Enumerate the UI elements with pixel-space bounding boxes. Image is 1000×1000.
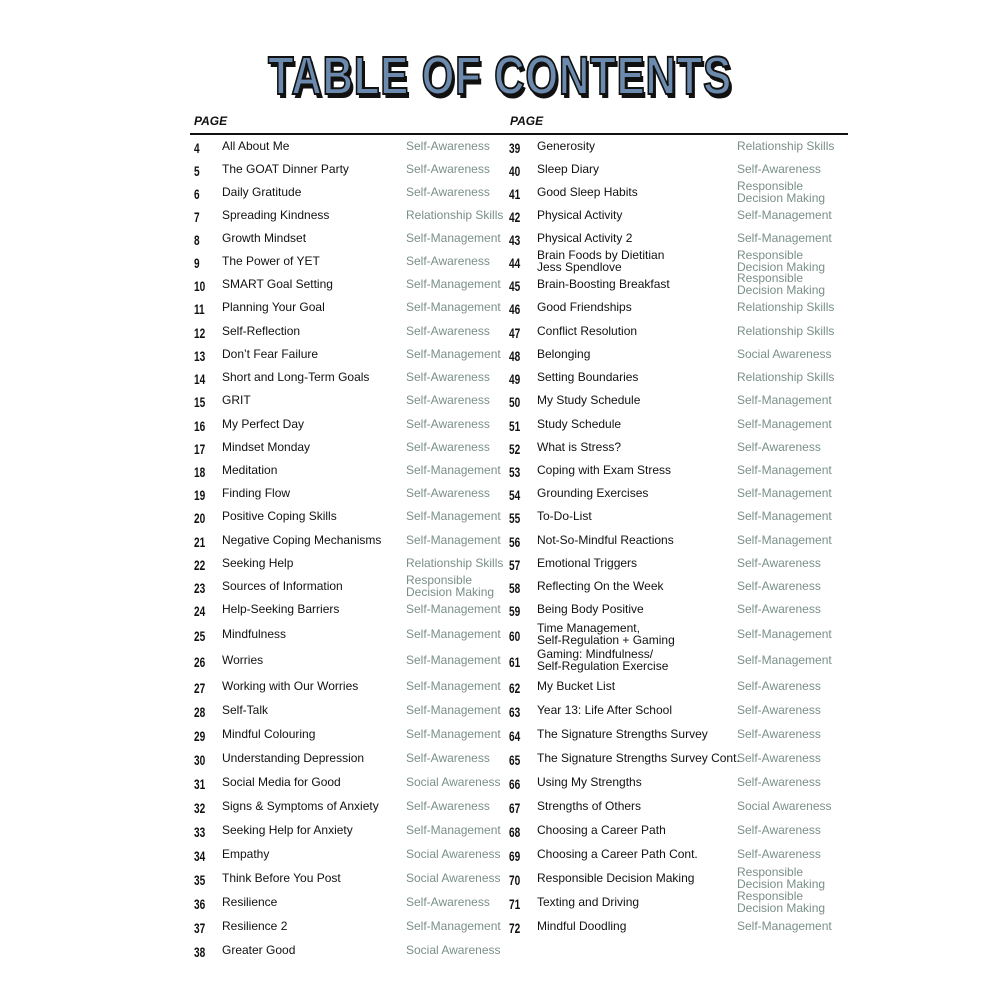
- toc-entry-category: Self-Awareness: [737, 556, 821, 570]
- toc-page-number: 48: [509, 348, 521, 364]
- toc-page-number: 5: [194, 163, 200, 179]
- toc-page-number: 10: [194, 278, 206, 294]
- toc-entry: [509, 179, 844, 205]
- toc-entry-category: Responsible Decision Making: [737, 889, 826, 915]
- toc-page-number: 9: [194, 255, 200, 271]
- toc-page-number: 15: [194, 394, 206, 410]
- toc-entry: [194, 942, 504, 962]
- toc-entry: [194, 894, 504, 914]
- toc-entry-category: Self-Management: [406, 602, 501, 616]
- toc-entry-title: Reflecting On the Week: [537, 579, 664, 593]
- toc-page-number: 71: [509, 896, 521, 912]
- toc-page-number: 54: [509, 487, 521, 503]
- toc-entry-category: Self-Management: [737, 463, 832, 477]
- toc-entry-category: Self-Awareness: [737, 602, 821, 616]
- toc-entry-category: Self-Management: [406, 919, 501, 933]
- toc-page-number: 35: [194, 872, 206, 888]
- toc-entry: [194, 392, 504, 412]
- toc-entry-title: Choosing a Career Path Cont.: [537, 847, 698, 861]
- toc-entry-title: Responsible Decision Making: [537, 871, 695, 885]
- toc-entry-title: Mindset Monday: [222, 440, 311, 454]
- toc-page-number: 45: [509, 278, 521, 294]
- toc-entry-category: Self-Awareness: [406, 185, 490, 199]
- toc-entry-title: Brain Foods by Dietitian Jess Spendlove: [537, 248, 665, 274]
- toc-entry: [194, 798, 504, 818]
- toc-page-number: 24: [194, 603, 206, 619]
- toc-entry-category: Social Awareness: [406, 775, 501, 789]
- toc-entry-title: Meditation: [222, 463, 278, 477]
- toc-entry: [509, 555, 844, 575]
- toc-entry-title: Resilience: [222, 895, 278, 909]
- toc-entry: [509, 271, 844, 297]
- toc-page-number: 42: [509, 209, 521, 225]
- toc-entry-title: Short and Long-Term Goals: [222, 370, 370, 384]
- toc-entry-title: My Perfect Day: [222, 417, 305, 431]
- toc-entry: [194, 601, 504, 621]
- toc-entry-title: Generosity: [537, 139, 596, 153]
- toc-entry-category: Self-Awareness: [737, 751, 821, 765]
- toc-entry-title: Think Before You Post: [222, 871, 341, 885]
- toc-entry-category: Self-Awareness: [406, 751, 490, 765]
- toc-entry-title: Seeking Help: [222, 556, 294, 570]
- toc-entry: [509, 918, 844, 938]
- toc-entry-category: Self-Awareness: [406, 162, 490, 176]
- toc-entry: [194, 846, 504, 866]
- toc-entry-title: Positive Coping Skills: [222, 509, 337, 523]
- toc-page-number: 67: [509, 800, 521, 816]
- toc-page-number: 51: [509, 418, 521, 434]
- toc-page-number: 44: [509, 255, 521, 271]
- toc-entry: [509, 439, 844, 459]
- toc-entry-title: Growth Mindset: [222, 231, 307, 245]
- toc-page-number: 23: [194, 580, 206, 596]
- toc-entry-title: Time Management, Self-Regulation + Gaming: [537, 621, 675, 647]
- toc-entry-title: Daily Gratitude: [222, 185, 302, 199]
- toc-entry-title: All About Me: [222, 139, 290, 153]
- toc-entry-title: Working with Our Worries: [222, 679, 359, 693]
- toc-entry-category: Relationship Skills: [406, 556, 504, 570]
- toc-entry-category: Self-Management: [737, 231, 832, 245]
- toc-entry: [194, 652, 504, 672]
- toc-entry-title: SMART Goal Setting: [222, 277, 333, 291]
- toc-entry-title: Not-So-Mindful Reactions: [537, 533, 674, 547]
- toc-entry-title: Brain-Boosting Breakfast: [537, 277, 670, 291]
- toc-entry: [509, 508, 844, 528]
- toc-entry: [194, 822, 504, 842]
- toc-entry-category: Self-Management: [737, 653, 832, 667]
- toc-entry: [509, 485, 844, 505]
- toc-entry-title: Good Sleep Habits: [537, 185, 638, 199]
- toc-entry: [509, 774, 844, 794]
- toc-entry: [509, 230, 844, 250]
- toc-entry-category: Responsible Decision Making: [737, 179, 826, 205]
- toc-entry-category: Social Awareness: [406, 871, 501, 885]
- toc-page-number: 36: [194, 896, 206, 912]
- toc-page-number: 29: [194, 728, 206, 744]
- toc-page-number: 63: [509, 704, 521, 720]
- toc-entry-category: Self-Management: [737, 208, 832, 222]
- toc-entry-category: Responsible Decision Making: [737, 271, 826, 297]
- toc-entry-title: The Power of YET: [222, 254, 320, 268]
- toc-entry-title: Social Media for Good: [222, 775, 341, 789]
- toc-entry-title: Seeking Help for Anxiety: [222, 823, 353, 837]
- toc-entry-title: Coping with Exam Stress: [537, 463, 672, 477]
- toc-entry-category: Self-Management: [406, 277, 501, 291]
- toc-entry-title: Mindful Colouring: [222, 727, 316, 741]
- toc-entry-category: Self-Management: [737, 533, 832, 547]
- toc-entry-title: What is Stress?: [537, 440, 622, 454]
- toc-entry: [194, 678, 504, 698]
- toc-entry-title: Worries: [222, 653, 264, 667]
- toc-page-number: 6: [194, 186, 200, 202]
- toc-entry: [194, 532, 504, 552]
- toc-page-number: 17: [194, 441, 206, 457]
- toc-entry: [194, 253, 504, 273]
- toc-entry: [194, 918, 504, 938]
- toc-entry-category: Self-Awareness: [737, 847, 821, 861]
- toc-page-number: 58: [509, 580, 521, 596]
- toc-entry: [194, 161, 504, 181]
- toc-page-number: 20: [194, 510, 206, 526]
- toc-entry-category: Self-Management: [737, 919, 832, 933]
- toc-entry-category: Self-Management: [406, 679, 501, 693]
- toc-entry-category: Self-Awareness: [406, 440, 490, 454]
- toc-entry-title: Belonging: [537, 347, 591, 361]
- toc-entry: [194, 323, 504, 343]
- toc-entry: [509, 323, 844, 343]
- toc-entry-title: Gaming: Mindfulness/ Self-Regulation Exercise: [537, 647, 669, 673]
- toc-entry: [194, 870, 504, 890]
- toc-entry: [509, 138, 844, 158]
- toc-page-number: 22: [194, 557, 206, 573]
- toc-page-number: 56: [509, 534, 521, 550]
- toc-entry-category: Social Awareness: [406, 847, 501, 861]
- toc-entry-title: Mindfulness: [222, 627, 287, 641]
- toc-entry: [509, 822, 844, 842]
- toc-entry-category: Self-Awareness: [406, 895, 490, 909]
- toc-entry-title: Don’t Fear Failure: [222, 347, 319, 361]
- toc-entry: [509, 416, 844, 436]
- toc-entry-category: Self-Awareness: [737, 162, 821, 176]
- toc-entry: [194, 774, 504, 794]
- toc-entry-category: Self-Management: [406, 533, 501, 547]
- toc-page-number: 68: [509, 824, 521, 840]
- toc-page-number: 14: [194, 371, 206, 387]
- toc-entry-category: Relationship Skills: [737, 370, 835, 384]
- toc-entry-category: Self-Management: [737, 393, 832, 407]
- toc-entry-category: Social Awareness: [737, 799, 832, 813]
- toc-entry: [194, 462, 504, 482]
- toc-entry-title: Empathy: [222, 847, 270, 861]
- toc-page-number: 31: [194, 776, 206, 792]
- toc-entry-category: Self-Awareness: [406, 393, 490, 407]
- toc-page-number: 47: [509, 325, 521, 341]
- toc-entry-title: My Study Schedule: [537, 393, 641, 407]
- toc-entry-category: Self-Awareness: [737, 727, 821, 741]
- toc-entry-category: Self-Management: [406, 231, 501, 245]
- toc-entry-category: Self-Management: [406, 347, 501, 361]
- toc-page-number: 69: [509, 848, 521, 864]
- toc-entry-title: Help-Seeking Barriers: [222, 602, 340, 616]
- toc-entry-category: Self-Management: [406, 300, 501, 314]
- toc-entry-category: Self-Awareness: [737, 703, 821, 717]
- toc-entry: [509, 865, 844, 891]
- toc-entry: [509, 346, 844, 366]
- toc-entry-title: Strengths of Others: [537, 799, 642, 813]
- toc-entry-title: Self-Talk: [222, 703, 269, 717]
- toc-entry-title: Using My Strengths: [537, 775, 642, 789]
- toc-entry: [509, 207, 844, 227]
- toc-page-number: 50: [509, 394, 521, 410]
- toc-entry-title: Spreading Kindness: [222, 208, 330, 222]
- toc-entry: [509, 621, 844, 647]
- toc-page-number: 40: [509, 163, 521, 179]
- toc-entry-title: Setting Boundaries: [537, 370, 639, 384]
- toc-entry-title: Conflict Resolution: [537, 324, 638, 338]
- toc-page-number: 49: [509, 371, 521, 387]
- toc-entry-title: Being Body Positive: [537, 602, 644, 616]
- toc-entry-title: Resilience 2: [222, 919, 288, 933]
- toc-entry-category: Relationship Skills: [737, 324, 835, 338]
- toc-entry: [194, 750, 504, 770]
- toc-entry-title: Understanding Depression: [222, 751, 365, 765]
- toc-entry-title: Sleep Diary: [537, 162, 600, 176]
- toc-entry: [509, 299, 844, 319]
- toc-entry: [194, 416, 504, 436]
- toc-page-number: 72: [509, 920, 521, 936]
- toc-entry-category: Self-Awareness: [737, 440, 821, 454]
- toc-entry-category: Self-Management: [406, 463, 501, 477]
- toc-entry: [194, 726, 504, 746]
- toc-entry: [509, 601, 844, 621]
- toc-entry-category: Self-Management: [406, 727, 501, 741]
- toc-page-number: 65: [509, 752, 521, 768]
- toc-page-number: 11: [194, 301, 205, 317]
- toc-entry-title: Planning Your Goal: [222, 300, 325, 314]
- toc-entry: [194, 369, 504, 389]
- toc-entry: [509, 161, 844, 181]
- toc-page-number: 12: [194, 325, 206, 341]
- toc-entry-title: To-Do-List: [537, 509, 592, 523]
- toc-page-number: 59: [509, 603, 521, 619]
- toc-entry-title: The GOAT Dinner Party: [222, 162, 349, 176]
- toc-entry-category: Self-Management: [737, 486, 832, 500]
- toc-entry: [194, 299, 504, 319]
- toc-entry-category: Self-Management: [737, 627, 832, 641]
- toc-entry: [194, 207, 504, 227]
- toc-entry: [509, 846, 844, 866]
- toc-entry: [194, 702, 504, 722]
- toc-entry: [194, 346, 504, 366]
- toc-entry: [509, 678, 844, 698]
- toc-entry-title: Sources of Information: [222, 579, 343, 593]
- toc-entry-title: Emotional Triggers: [537, 556, 638, 570]
- toc-entry-category: Self-Management: [406, 823, 501, 837]
- toc-entry-category: Relationship Skills: [737, 139, 835, 153]
- toc-entry-category: Self-Management: [737, 509, 832, 523]
- toc-entry-category: Social Awareness: [737, 347, 832, 361]
- toc-entry-category: Self-Awareness: [406, 486, 490, 500]
- toc-entry: [509, 462, 844, 482]
- toc-page-number: 52: [509, 441, 521, 457]
- toc-entry-category: Relationship Skills: [406, 208, 504, 222]
- toc-entry-category: Self-Awareness: [406, 139, 490, 153]
- toc-page-number: 46: [509, 301, 521, 317]
- toc-entry: [509, 702, 844, 722]
- toc-entry-category: Self-Awareness: [406, 370, 490, 384]
- toc-entry: [194, 555, 504, 575]
- toc-entry: [509, 726, 844, 746]
- toc-page-number: 32: [194, 800, 206, 816]
- toc-entry-title: Texting and Driving: [537, 895, 640, 909]
- toc-entry-category: Self-Management: [406, 653, 501, 667]
- toc-page-number: 13: [194, 348, 206, 364]
- toc-entry-title: Signs & Symptoms of Anxiety: [222, 799, 379, 813]
- toc-entry-title: Year 13: Life After School: [537, 703, 672, 717]
- toc-page-number: 33: [194, 824, 206, 840]
- toc-entry-category: Self-Awareness: [406, 417, 490, 431]
- toc-entry-title: Physical Activity 2: [537, 231, 633, 245]
- toc-page-number: 7: [194, 209, 200, 225]
- toc-entry: [509, 798, 844, 818]
- toc-page-number: 38: [194, 944, 206, 960]
- toc-entry-title: Negative Coping Mechanisms: [222, 533, 382, 547]
- toc-entry: [194, 276, 504, 296]
- toc-entry-category: Relationship Skills: [737, 300, 835, 314]
- toc-entry-title: Greater Good: [222, 943, 296, 957]
- toc-page-number: 41: [509, 186, 521, 202]
- toc-entry-title: Finding Flow: [222, 486, 291, 500]
- toc-page-number: 53: [509, 464, 521, 480]
- toc-page-number: 34: [194, 848, 206, 864]
- toc-page-number: 21: [194, 534, 206, 550]
- toc-entry-category: Self-Management: [406, 509, 501, 523]
- toc-page-number: 66: [509, 776, 521, 792]
- toc-page-number: 60: [509, 628, 521, 644]
- toc-entry-category: Self-Awareness: [737, 823, 821, 837]
- toc-page-number: 28: [194, 704, 206, 720]
- toc-entry-title: Good Friendships: [537, 300, 632, 314]
- toc-entry: [509, 369, 844, 389]
- toc-entry-category: Social Awareness: [406, 943, 501, 957]
- toc-entry-category: Self-Awareness: [406, 254, 490, 268]
- toc-entry-title: Study Schedule: [537, 417, 622, 431]
- toc-page-number: 62: [509, 680, 521, 696]
- toc-entry-title: Grounding Exercises: [537, 486, 649, 500]
- toc-entry: [509, 578, 844, 598]
- toc-page-number: 4: [194, 140, 200, 156]
- page-column-header-left: PAGE: [194, 114, 228, 128]
- toc-page-number: 18: [194, 464, 206, 480]
- toc-page-number: 30: [194, 752, 206, 768]
- toc-entry-title: Mindful Doodling: [537, 919, 627, 933]
- toc-entry-category: Self-Awareness: [737, 679, 821, 693]
- toc-entry-title: Physical Activity: [537, 208, 623, 222]
- toc-entry: [194, 626, 504, 646]
- toc-entry: [194, 573, 504, 599]
- toc-page-number: 27: [194, 680, 206, 696]
- toc-page-number: 43: [509, 232, 521, 248]
- toc-entry: [194, 184, 504, 204]
- toc-entry-title: GRIT: [222, 393, 251, 407]
- toc-entry-title: Choosing a Career Path: [537, 823, 666, 837]
- toc-entry: [194, 138, 504, 158]
- toc-entry: [194, 485, 504, 505]
- toc-entry-title: The Signature Strengths Survey Cont.: [537, 751, 740, 765]
- toc-page-number: 55: [509, 510, 521, 526]
- toc-entry-category: Self-Awareness: [406, 799, 490, 813]
- toc-entry-category: Self-Management: [406, 627, 501, 641]
- toc-page-number: 19: [194, 487, 206, 503]
- toc-entry: [509, 647, 844, 673]
- toc-entry: [194, 439, 504, 459]
- toc-entry-category: Self-Management: [737, 417, 832, 431]
- toc-entry: [194, 508, 504, 528]
- toc-entry-category: Responsible Decision Making: [737, 865, 826, 891]
- toc-entry-category: Self-Awareness: [737, 579, 821, 593]
- toc-entry: [509, 248, 844, 274]
- toc-page-number: 39: [509, 140, 521, 156]
- toc-entry-title: My Bucket List: [537, 679, 616, 693]
- toc-entry-category: Self-Awareness: [737, 775, 821, 789]
- toc-page-number: 70: [509, 872, 521, 888]
- header-divider: [190, 133, 848, 135]
- toc-entry: [509, 750, 844, 770]
- toc-page-number: 37: [194, 920, 206, 936]
- toc-entry-category: Responsible Decision Making: [737, 248, 826, 274]
- toc-page-number: 64: [509, 728, 521, 744]
- toc-entry-category: Responsible Decision Making: [406, 573, 495, 599]
- toc-entry: [509, 392, 844, 412]
- toc-page-number: 16: [194, 418, 206, 434]
- toc-page-number: 61: [509, 654, 521, 670]
- toc-entry: [509, 532, 844, 552]
- toc-entry-category: Self-Management: [406, 703, 501, 717]
- page-title: TABLE OF CONTENTS: [267, 46, 733, 106]
- toc-page-number: 26: [194, 654, 206, 670]
- toc-entry-category: Self-Awareness: [406, 324, 490, 338]
- toc-page-number: 8: [194, 232, 200, 248]
- toc-entry-title: Self-Reflection: [222, 324, 301, 338]
- toc-page-number: 25: [194, 628, 206, 644]
- page-column-header-right: PAGE: [510, 114, 544, 128]
- toc-entry-title: The Signature Strengths Survey: [537, 727, 708, 741]
- toc-entry: [509, 889, 844, 915]
- toc-entry: [194, 230, 504, 250]
- toc-page-number: 57: [509, 557, 521, 573]
